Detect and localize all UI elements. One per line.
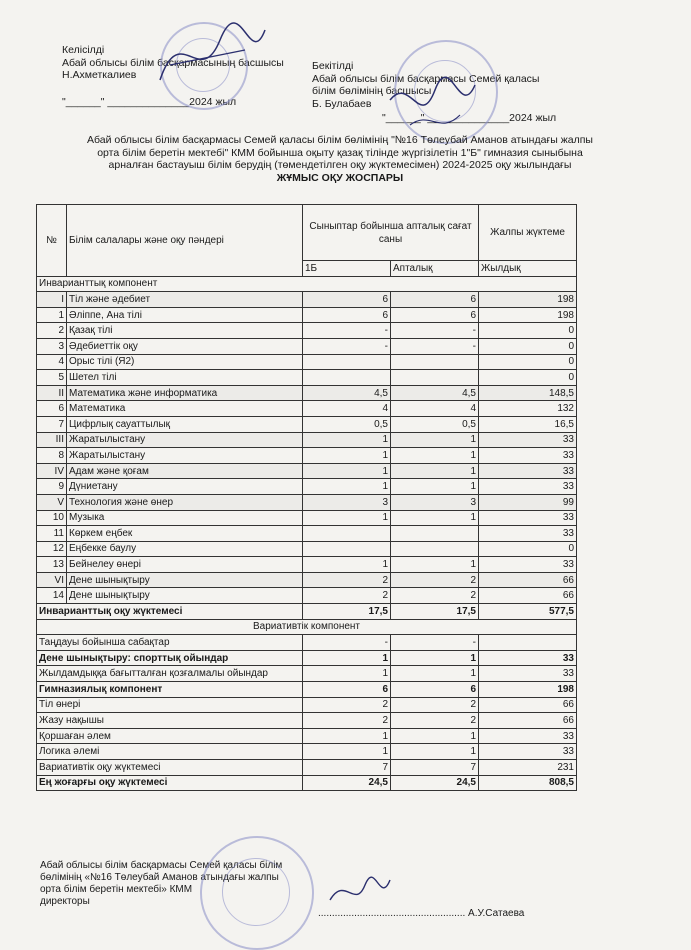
row-weekly-hours <box>391 526 479 542</box>
row-subject: Орыс тілі (Я2) <box>67 354 303 370</box>
row-subject: Дүниетану <box>67 479 303 495</box>
max-total-weekly: 24,5 <box>391 775 479 791</box>
table-row <box>37 682 577 698</box>
table-row <box>37 338 577 354</box>
table-row <box>37 463 577 479</box>
row-weekly-hours: 1 <box>391 728 479 744</box>
row-subject: Цифрлық сауаттылық <box>67 416 303 432</box>
row-index: 7 <box>37 416 67 432</box>
row-yearly-hours: 33 <box>479 557 577 573</box>
row-subject: Тіл және әдебиет <box>67 292 303 308</box>
table-row <box>37 666 577 682</box>
table-row <box>37 401 577 417</box>
row-index: 10 <box>37 510 67 526</box>
row-class-hours: 1 <box>303 728 391 744</box>
row-class-hours: 1 <box>303 650 391 666</box>
max-total-yearly: 808,5 <box>479 775 577 791</box>
row-subject: Жаратылыстану <box>67 432 303 448</box>
row-weekly-hours: 1 <box>391 463 479 479</box>
approval-right-label: Бекітілді <box>312 60 354 72</box>
row-subject: Жаратылыстану <box>67 448 303 464</box>
row-class-hours: 4 <box>303 401 391 417</box>
row-subject: Математика <box>67 401 303 417</box>
row-weekly-hours <box>391 354 479 370</box>
stamp-bottom <box>200 836 314 950</box>
table-row <box>37 697 577 713</box>
invariant-total-label: Инварианттық оқу жүктемесі <box>37 604 303 620</box>
row-index: 6 <box>37 401 67 417</box>
row-class-hours: 1 <box>303 557 391 573</box>
approval-right-org-2: білім бөлімінің басшысы <box>312 85 432 97</box>
row-class-hours: 4,5 <box>303 385 391 401</box>
row-subject: Шетел тілі <box>67 370 303 386</box>
row-weekly-hours: 1 <box>391 448 479 464</box>
row-yearly-hours: 33 <box>479 744 577 760</box>
row-index: 5 <box>37 370 67 386</box>
row-weekly-hours: 0,5 <box>391 416 479 432</box>
footer-line-3: орта білім беретін мектебі» КММ <box>40 884 193 895</box>
row-yearly-hours: 198 <box>479 682 577 698</box>
row-class-hours: 1 <box>303 744 391 760</box>
row-class-hours: 1 <box>303 666 391 682</box>
row-index: 12 <box>37 541 67 557</box>
row-yearly-hours: 33 <box>479 728 577 744</box>
max-total-row <box>37 775 577 791</box>
row-yearly-hours: 198 <box>479 307 577 323</box>
row-weekly-hours: 1 <box>391 666 479 682</box>
table-row <box>37 541 577 557</box>
table-row <box>37 744 577 760</box>
row-yearly-hours: 198 <box>479 292 577 308</box>
max-total-label: Ең жоғарғы оқу жүктемесі <box>37 775 303 791</box>
signature-right <box>380 70 480 140</box>
row-class-hours: 6 <box>303 292 391 308</box>
table-row <box>37 588 577 604</box>
row-weekly-hours: 1 <box>391 557 479 573</box>
row-class-hours: 6 <box>303 307 391 323</box>
row-class-hours: 1 <box>303 432 391 448</box>
header-subjects: Білім салалары және оқу пәндері <box>67 205 303 277</box>
row-index: 1 <box>37 307 67 323</box>
footer-line-4: директоры <box>40 896 90 907</box>
row-yearly-hours: 33 <box>479 666 577 682</box>
row-weekly-hours <box>391 541 479 557</box>
approval-left-label: Келісілді <box>62 44 105 56</box>
row-weekly-hours: 1 <box>391 510 479 526</box>
row-class-hours: 7 <box>303 760 391 776</box>
table-row <box>37 354 577 370</box>
row-class-hours: - <box>303 323 391 339</box>
row-weekly-hours: 4,5 <box>391 385 479 401</box>
row-weekly-hours: 6 <box>391 682 479 698</box>
invariant-total-weekly: 17,5 <box>391 604 479 620</box>
row-yearly-hours: 16,5 <box>479 416 577 432</box>
row-yearly-hours: 33 <box>479 432 577 448</box>
table-row <box>37 323 577 339</box>
row-subject: Жазу нақышы <box>37 713 303 729</box>
row-class-hours <box>303 354 391 370</box>
row-subject: Логика әлемі <box>37 744 303 760</box>
row-subject: Қазақ тілі <box>67 323 303 339</box>
row-weekly-hours: - <box>391 635 479 651</box>
footer-line-1: Абай облысы білім басқармасы Семей қаласы білім <box>40 860 283 871</box>
row-yearly-hours: 148,5 <box>479 385 577 401</box>
approval-left-name: Н.Ахметкалиев <box>62 69 137 81</box>
invariant-total-yearly: 577,5 <box>479 604 577 620</box>
row-class-hours: - <box>303 635 391 651</box>
row-index: 4 <box>37 354 67 370</box>
row-weekly-hours: 1 <box>391 650 479 666</box>
row-yearly-hours: 132 <box>479 401 577 417</box>
row-weekly-hours: 1 <box>391 432 479 448</box>
row-subject: Әдебиеттік оқу <box>67 338 303 354</box>
row-yearly-hours: 0 <box>479 338 577 354</box>
row-class-hours: 2 <box>303 713 391 729</box>
curriculum-table <box>36 204 577 791</box>
approval-right-name: Б. Булабаев <box>312 97 372 110</box>
row-class-hours: 2 <box>303 572 391 588</box>
row-class-hours <box>303 541 391 557</box>
document-title: ЖҰМЫС ОҚУ ЖОСПАРЫ <box>276 172 404 184</box>
row-class-hours: 6 <box>303 682 391 698</box>
table-row <box>37 494 577 510</box>
row-class-hours: 1 <box>303 479 391 495</box>
row-subject: Әліппе, Ана тілі <box>67 307 303 323</box>
row-subject: Музыка <box>67 510 303 526</box>
row-index: III <box>37 432 67 448</box>
row-yearly-hours: 33 <box>479 463 577 479</box>
table-row <box>37 448 577 464</box>
row-index: 8 <box>37 448 67 464</box>
footer-signer-name: А.У.Сатаева <box>468 908 525 919</box>
row-index: 3 <box>37 338 67 354</box>
table-row <box>37 635 577 651</box>
row-class-hours: - <box>303 338 391 354</box>
row-yearly-hours: 231 <box>479 760 577 776</box>
row-subject: Тіл өнері <box>37 697 303 713</box>
footer-line-2: бөлімінің «№16 Төлеубай Аманов атындағы жалпы <box>40 872 279 883</box>
approval-right-org-1: Абай облысы білім басқармасы Семей қаласы <box>312 72 540 85</box>
row-subject: Гимназиялық компонент <box>37 682 303 698</box>
row-subject: Вариативтік оқу жүктемесі <box>37 760 303 776</box>
approval-right-date: "______" ______________2024 жыл <box>382 112 557 124</box>
row-weekly-hours: 2 <box>391 588 479 604</box>
intro-line-2: орта білім беретін мектебі" КММ бойынша оқыту қазақ тілінде жүргізілетін 1"Б" гимназия сыныбына <box>97 146 583 159</box>
row-class-hours: 1 <box>303 510 391 526</box>
row-yearly-hours: 66 <box>479 713 577 729</box>
row-class-hours <box>303 526 391 542</box>
row-subject: Еңбекке баулу <box>67 541 303 557</box>
row-weekly-hours: 1 <box>391 744 479 760</box>
table-row <box>37 510 577 526</box>
header-class: 1Б <box>303 261 391 277</box>
row-subject: Қоршаған әлем <box>37 728 303 744</box>
row-yearly-hours: 33 <box>479 479 577 495</box>
row-yearly-hours: 66 <box>479 572 577 588</box>
invariant-total-row <box>37 604 577 620</box>
table-row <box>37 526 577 542</box>
row-weekly-hours: 6 <box>391 307 479 323</box>
row-class-hours <box>303 370 391 386</box>
row-weekly-hours: - <box>391 323 479 339</box>
row-weekly-hours: 6 <box>391 292 479 308</box>
invariant-total-class: 17,5 <box>303 604 391 620</box>
header-number: № <box>37 205 67 277</box>
row-index: 14 <box>37 588 67 604</box>
row-yearly-hours: 66 <box>479 697 577 713</box>
row-index: 9 <box>37 479 67 495</box>
row-weekly-hours: 7 <box>391 760 479 776</box>
row-yearly-hours: 0 <box>479 354 577 370</box>
row-weekly-hours: 1 <box>391 479 479 495</box>
table-row <box>37 572 577 588</box>
approval-left-org: Абай облысы білім басқармасының басшысы <box>62 56 284 69</box>
row-class-hours: 0,5 <box>303 416 391 432</box>
row-subject: Дене шынықтыру: спорттық ойындар <box>37 650 303 666</box>
row-index: V <box>37 494 67 510</box>
header-weekly: Сыныптар бойынша апталық сағат саны <box>303 205 479 261</box>
table-row <box>37 385 577 401</box>
intro-line-3: арналған бастауыш білім берудің (төмендетілген оқу жүктемесімен) 2024-2025 оқу жылындағы <box>108 159 572 171</box>
row-index: I <box>37 292 67 308</box>
row-yearly-hours <box>479 635 577 651</box>
row-subject: Математика және информатика <box>67 385 303 401</box>
row-yearly-hours: 33 <box>479 650 577 666</box>
table-row <box>37 713 577 729</box>
row-weekly-hours: 2 <box>391 713 479 729</box>
row-class-hours: 1 <box>303 463 391 479</box>
signature-bottom <box>325 870 395 915</box>
table-row <box>37 760 577 776</box>
table-row <box>37 292 577 308</box>
row-yearly-hours: 33 <box>479 510 577 526</box>
table-row <box>37 307 577 323</box>
row-weekly-hours: 2 <box>391 697 479 713</box>
approval-left-date: "______" ______________2024 жыл <box>62 95 237 108</box>
variative-title: Вариативтік компонент <box>37 619 577 635</box>
intro-text <box>20 134 660 172</box>
row-index: II <box>37 385 67 401</box>
row-index: 13 <box>37 557 67 573</box>
table-row <box>37 479 577 495</box>
row-weekly-hours: 4 <box>391 401 479 417</box>
table-row <box>37 432 577 448</box>
intro-line-1: Абай облысы білім басқармасы Семей қаласы білім бөлімінің "№16 Төлеубай Аманов атындағы жалпы <box>87 134 593 146</box>
row-weekly-hours: 2 <box>391 572 479 588</box>
header-weekly-sub: Апталық <box>391 261 479 277</box>
row-weekly-hours <box>391 370 479 386</box>
row-yearly-hours: 0 <box>479 323 577 339</box>
row-class-hours: 3 <box>303 494 391 510</box>
row-class-hours: 2 <box>303 697 391 713</box>
row-index: IV <box>37 463 67 479</box>
row-subject: Технология және өнер <box>67 494 303 510</box>
row-index: 11 <box>37 526 67 542</box>
row-class-hours: 1 <box>303 448 391 464</box>
max-total-class: 24,5 <box>303 775 391 791</box>
row-subject: Жылдамдыққа бағытталған қозғалмалы ойындар <box>37 666 303 682</box>
footer-dots: ..................................................... <box>318 908 466 919</box>
row-yearly-hours: 0 <box>479 370 577 386</box>
row-index: VI <box>37 572 67 588</box>
table-row <box>37 650 577 666</box>
row-index: 2 <box>37 323 67 339</box>
row-yearly-hours: 33 <box>479 448 577 464</box>
header-yearly-sub: Жылдық <box>479 261 577 277</box>
row-subject: Дене шынықтыру <box>67 572 303 588</box>
table-row <box>37 728 577 744</box>
signature-left <box>150 10 270 100</box>
row-subject: Адам және қоғам <box>67 463 303 479</box>
row-class-hours: 2 <box>303 588 391 604</box>
table-row <box>37 416 577 432</box>
row-yearly-hours: 99 <box>479 494 577 510</box>
table-row <box>37 557 577 573</box>
row-subject: Бейнелеу өнері <box>67 557 303 573</box>
row-weekly-hours: 3 <box>391 494 479 510</box>
row-yearly-hours: 66 <box>479 588 577 604</box>
row-subject: Көркем еңбек <box>67 526 303 542</box>
row-yearly-hours: 33 <box>479 526 577 542</box>
row-weekly-hours: - <box>391 338 479 354</box>
header-total: Жалпы жүктеме <box>479 205 577 261</box>
invariant-title: Инварианттық компонент <box>37 276 577 292</box>
row-yearly-hours: 0 <box>479 541 577 557</box>
row-subject: Дене шынықтыру <box>67 588 303 604</box>
table-row <box>37 370 577 386</box>
row-subject: Таңдауы бойынша сабақтар <box>37 635 303 651</box>
